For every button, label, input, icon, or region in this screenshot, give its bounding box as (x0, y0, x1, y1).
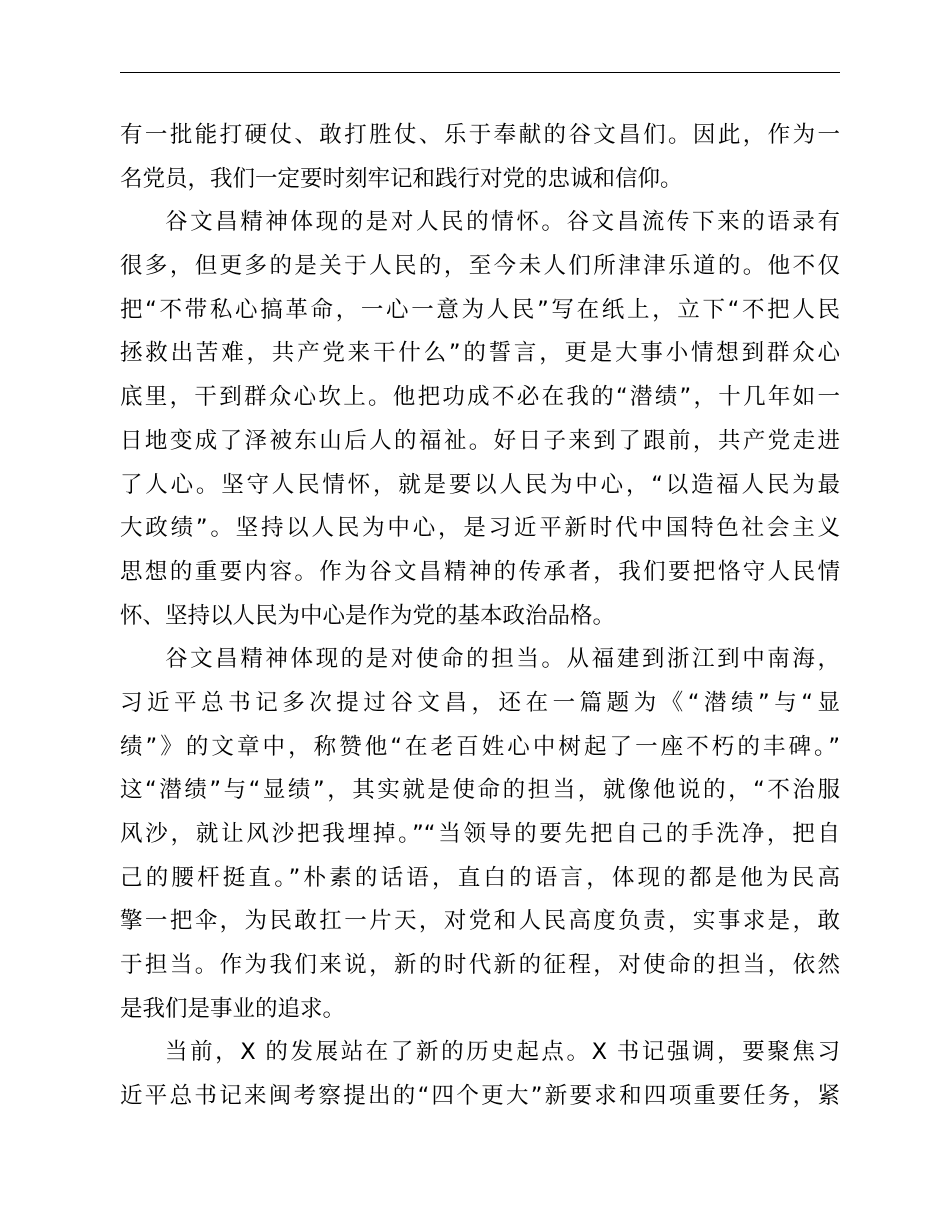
text-line: 把“不带私心搞革命，一心一意为人民”写在纸上，立下“不把人民 (120, 296, 840, 323)
text-line: 是我们是事业的追求。 (120, 995, 346, 1022)
text-line: 拯救出苦难，共产党来干什么”的誓言，更是大事小情想到群众心 (120, 340, 840, 367)
text-line: 很多，但更多的是关于人民的，至今未人们所津津乐道的。他不仅 (120, 253, 840, 280)
text-line: 底里，干到群众心坎上。他把功成不必在我的“潜绩”，十几年如一 (120, 384, 840, 411)
text-line: 绩”》的文章中，称赞他“在老百姓心中树起了一座不朽的丰碑。” (120, 733, 840, 760)
text-line: 这“潜绩”与“显绩”，其实就是使命的担当，就像他说的，“不治服 (120, 777, 840, 804)
text-line: 思想的重要内容。作为谷文昌精神的传承者，我们要把恪守人民情 (120, 558, 840, 585)
text-line: 己的腰杆挺直。”朴素的话语，直白的语言，体现的都是他为民高 (120, 864, 840, 891)
text-line: 有一批能打硬仗、敢打胜仗、乐于奉献的谷文昌们。因此，作为一 (120, 122, 840, 148)
text-line: 日地变成了泽被东山后人的福祉。好日子来到了跟前，共产党走进 (120, 427, 840, 454)
text-line: 了人心。坚守人民情怀，就是要以人民为中心，“以造福人民为最 (120, 471, 840, 498)
text-line: 于担当。作为我们来说，新的时代新的征程，对使命的担当，依然 (120, 952, 840, 979)
header-rule (120, 72, 840, 73)
text-line: 擎一把伞，为民敢扛一片天，对党和人民高度负责，实事求是，敢 (120, 908, 840, 935)
text-line: 谷文昌精神体现的是对使命的担当。从福建到浙江到中南海， (165, 646, 840, 673)
body-text (120, 114, 840, 1119)
text-line: 怀、坚持以人民为中心是作为党的基本政治品格。 (120, 602, 616, 629)
text-line: 名党员，我们一定要时刻牢记和践行对党的忠诚和信仰。 (120, 165, 683, 192)
text-line: 大政绩”。坚持以人民为中心，是习近平新时代中国特色社会主义 (120, 515, 840, 542)
text-line: 习近平总书记多次提过谷文昌，还在一篇题为《“潜绩”与“显 (120, 689, 840, 716)
text-line: 谷文昌精神体现的是对人民的情怀。谷文昌流传下来的语录有 (165, 209, 840, 236)
text-line: 近平总书记来闽考察提出的“四个更大”新要求和四项重要任务，紧 (120, 1083, 840, 1110)
text-line: 风沙，就让风沙把我埋掉。”“当领导的要先把自己的手洗净，把自 (120, 821, 840, 847)
text-line: 当前，X 的发展站在了新的历史起点。X 书记强调，要聚焦习 (165, 1039, 840, 1066)
